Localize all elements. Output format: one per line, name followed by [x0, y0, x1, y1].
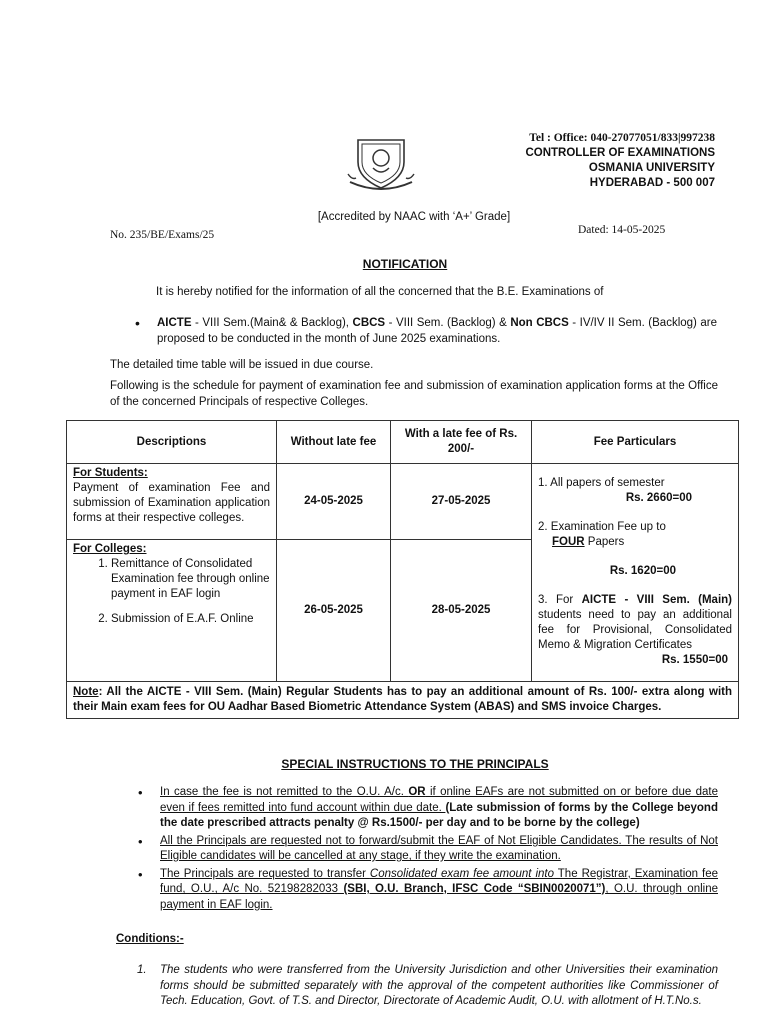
header-fee-particulars: Fee Particulars — [532, 421, 739, 464]
reference-number: No. 235/BE/Exams/25 — [110, 229, 215, 241]
office-line-2: OSMANIA UNIVERSITY — [588, 162, 715, 174]
students-with-late-fee: 27-05-2025 — [391, 464, 532, 540]
colleges-without-late-fee: 26-05-2025 — [277, 540, 391, 682]
office-line-3: HYDERABAD - 500 007 — [589, 177, 715, 189]
instruction-1: • In case the fee is not remitted to the O.U. A/c. OR if online EAFs are not submitted on or before due date even if fees remitted into fund account within due date. (Late submission of forms by the College beyond the date prescribed attracts penalty @ Rs.1500/- per day and to be borne by the college) — [160, 785, 718, 832]
university-seal — [346, 132, 416, 194]
telephone: Tel : Office: 040-27077051/833|997238 — [529, 132, 715, 144]
special-instructions-list — [160, 785, 718, 913]
accreditation: [Accredited by NAAC with ‘A+’ Grade] — [317, 211, 511, 223]
office-line-1: CONTROLLER OF EXAMINATIONS — [525, 147, 715, 159]
fee-particulars: 1. All papers of semester Rs. 2660=00 2. Examination Fee up to FOUR Papers Rs. 1620=00 3. For AICTE - VIII Sem. (Main) students need to pay an additional fee for Provisional, Consolidated Memo & Migration Certificates Rs. 1550=00 — [532, 464, 739, 682]
colleges-description: For Colleges: 1. Remittance of Consolidated Examination fee through online payment in EAF login 2. Submission of E.A.F. Online — [67, 540, 277, 682]
page-title: NOTIFICATION — [362, 257, 448, 271]
schedule-intro: Following is the schedule for payment of examination fee and submission of examination application forms at the Office of the concerned Principals of respective Colleges. — [110, 380, 718, 408]
special-instructions-title: SPECIAL INSTRUCTIONS TO THE PRINCIPALS — [281, 757, 549, 771]
intro-text: It is hereby notified for the information of all the concerned that the B.E. Examinations of — [156, 286, 604, 298]
header-descriptions: Descriptions — [67, 421, 277, 464]
header-with-late-fee: With a late fee of Rs. 200/- — [391, 421, 532, 464]
colleges-with-late-fee: 28-05-2025 — [391, 540, 532, 682]
conditions-title: Conditions:- — [116, 933, 184, 945]
instruction-3: • The Principals are requested to transfer Consolidated exam fee amount into The Registrar, Examination fee fund, O.U., A/c No. 52198282033 (SBI, O.U. Branch, IFSC Code “SBIN0020071”), O.U. through online payment in EAF login. — [160, 867, 718, 914]
instruction-2: • All the Principals are requested not to forward/submit the EAF of Not Eligible Candidates. The results of Not Eligible candidates will be cancelled at any stage, if they write the examination. — [160, 834, 718, 865]
timetable-note: The detailed time table will be issued in due course. — [110, 359, 374, 371]
condition-number: 1. — [137, 964, 147, 976]
header-without-late-fee: Without late fee — [277, 421, 391, 464]
date: Dated: 14-05-2025 — [578, 224, 666, 236]
table-note: Note: All the AICTE - VIII Sem. (Main) Regular Students has to pay an additional amount of Rs. 100/- extra along with their Main exam fees for OU Aadhar Based Biometric Attendance System (ABAS) and SMS invoice Charges. — [67, 682, 739, 719]
condition-1: The students who were transferred from the University Jurisdiction and other Universities their examination forms should be submitted separately with the approval of the competent authorities like Commissioner of Tech. Education, Govt. of T.S. and Director, Directorate of Academic Audit, O.U. with allotment of H.T.No.s. — [160, 964, 718, 1007]
students-without-late-fee: 24-05-2025 — [277, 464, 391, 540]
college-task-2: 2. Submission of E.A.F. Online — [111, 612, 270, 627]
fee-schedule-table — [66, 420, 739, 719]
college-task-1: 1. Remittance of Consolidated Examination fee through online payment in EAF login — [111, 557, 270, 602]
exam-list-item: AICTE - VIII Sem.(Main& & Backlog), CBCS - VIII Sem. (Backlog) & Non CBCS - IV/IV II Sem. (Backlog) are proposed to be conducted in the month of June 2025 examinations. — [157, 317, 718, 345]
students-description: For Students: Payment of examination Fee and submission of Examination application forms at their respective colleges. — [67, 464, 277, 540]
bullet-dot: • — [135, 315, 140, 331]
